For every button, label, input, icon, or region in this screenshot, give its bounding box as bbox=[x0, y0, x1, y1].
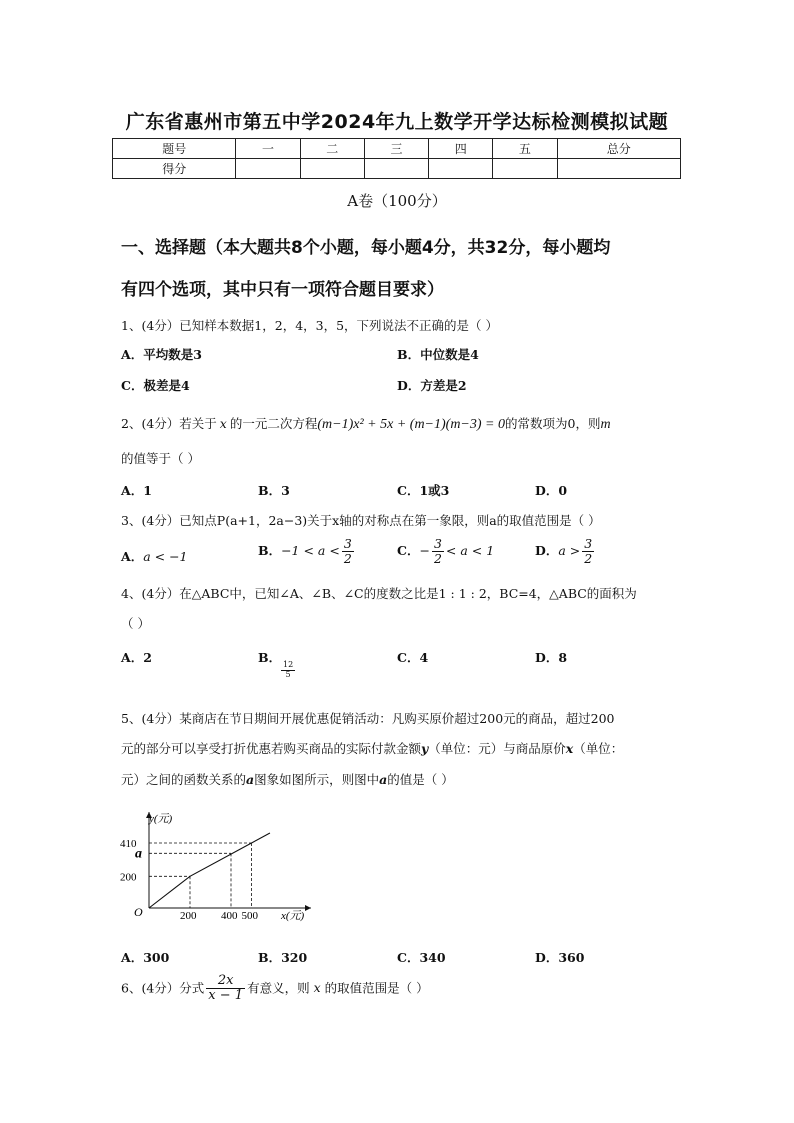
q1-option-c: C．极差是4 bbox=[121, 378, 190, 393]
question-3-stem: 3、(4分）已知点P(a+1，2a−3)关于x轴的对称点在第一象限，则a的取值范围是（ ） bbox=[121, 513, 601, 528]
section-heading-line2: 有四个选项，其中只有一项符合题目要求） bbox=[121, 280, 444, 300]
text: 图象如图所示，则图中 bbox=[254, 772, 380, 787]
q2-option-d: D．0 bbox=[535, 483, 568, 498]
table-cell bbox=[236, 159, 300, 179]
score-table bbox=[112, 138, 681, 179]
series-line-extension bbox=[252, 833, 270, 843]
table-cell bbox=[364, 159, 428, 179]
var-x: x bbox=[313, 980, 321, 996]
table-cell bbox=[300, 159, 364, 179]
q2-option-c: C．1或3 bbox=[397, 483, 450, 498]
var-a: a bbox=[246, 772, 255, 787]
fraction-denominator: 5 bbox=[285, 670, 291, 679]
q1-option-d: D．方差是2 bbox=[397, 378, 467, 393]
question-5-line1: 5、(4分）某商店在节日期间开展优惠促销活动：凡购买原价超过200元的商品，超过200 bbox=[121, 711, 615, 726]
q3-option-c-expr: < a < 1 bbox=[445, 542, 495, 558]
series-line bbox=[149, 843, 252, 908]
table-header-row bbox=[113, 139, 681, 159]
q4-option-a: A．2 bbox=[121, 650, 152, 665]
q5-option-b: B．320 bbox=[258, 950, 308, 965]
table-cell bbox=[429, 159, 493, 179]
section-heading-line1: 一、选择题（本大题共8个小题，每小题4分，共32分，每小题均 bbox=[121, 238, 611, 258]
fraction-numerator: 3 bbox=[584, 536, 593, 551]
q3-option-d-expr: a > bbox=[558, 542, 581, 558]
y-tick-label: a bbox=[135, 846, 142, 862]
q4-option-b-fraction bbox=[279, 660, 297, 680]
q2-option-b: B．3 bbox=[258, 483, 290, 498]
text: 元的部分可以享受打折优惠若购买商品的实际付款金额 bbox=[121, 741, 422, 756]
minus-sign: − bbox=[419, 542, 430, 558]
q4-option-c: C．4 bbox=[397, 650, 429, 665]
question-1-stem: 1、(4分）已知样本数据1，2，4，3，5，下列说法不正确的是（ ） bbox=[121, 318, 499, 333]
fraction-denominator: x − 1 bbox=[208, 988, 244, 1004]
fraction-numerator: 2x bbox=[206, 974, 245, 989]
option-letter: B． bbox=[258, 650, 282, 665]
table-cell: 五 bbox=[493, 139, 557, 159]
option-letter: A． bbox=[121, 549, 144, 564]
question-6-stem bbox=[121, 974, 429, 1004]
question-4-stem: 4、(4分）在△ABC中，已知∠A、∠B、∠C的度数之比是1 : 1 : 2，BC=4，△ABC的面积为 bbox=[121, 586, 637, 601]
table-cell: 三 bbox=[364, 139, 428, 159]
option-letter: D． bbox=[535, 542, 559, 558]
table-cell bbox=[557, 159, 680, 179]
question-5-line2 bbox=[121, 739, 623, 757]
var-y: y bbox=[421, 741, 429, 756]
q2-var-m: m bbox=[600, 417, 611, 432]
table-cell: 得分 bbox=[113, 159, 236, 179]
fraction bbox=[582, 537, 594, 566]
fraction bbox=[432, 537, 444, 566]
part-a-heading: A卷（100分） bbox=[347, 192, 447, 210]
fraction-numerator: 3 bbox=[343, 536, 352, 551]
table-cell: 四 bbox=[429, 139, 493, 159]
y-tick-label: 200 bbox=[120, 871, 137, 884]
x-tick-label: 200 bbox=[180, 910, 197, 922]
fraction bbox=[206, 974, 245, 1004]
question-2-stem bbox=[121, 414, 611, 433]
q3-option-b bbox=[258, 537, 356, 566]
table-cell: 二 bbox=[300, 139, 364, 159]
text: 的值是（ ） bbox=[387, 772, 454, 787]
q2-stem-a: 2、(4分）若关于 bbox=[121, 416, 217, 431]
q5-option-a: A．300 bbox=[121, 950, 170, 965]
option-letter: C． bbox=[397, 542, 420, 558]
table-cell: 一 bbox=[236, 139, 300, 159]
question-4-stem-continued: （ ） bbox=[121, 616, 150, 631]
fraction-denominator: 2 bbox=[343, 550, 352, 566]
q3-option-a bbox=[121, 547, 188, 565]
fraction-denominator: 2 bbox=[584, 550, 593, 566]
q1-option-b: B．中位数是4 bbox=[397, 347, 479, 362]
q4-option-b bbox=[258, 648, 281, 666]
q1-option-a: A．平均数是3 bbox=[121, 347, 202, 362]
var-a: a bbox=[379, 772, 388, 787]
q2-stem-b: 的一元二次方程 bbox=[229, 416, 318, 431]
y-axis-label: y(元) bbox=[149, 813, 173, 825]
table-row bbox=[113, 159, 681, 179]
option-letter: B． bbox=[258, 542, 282, 558]
text: 有意义，则 bbox=[247, 980, 310, 996]
x-tick-label: 400 bbox=[221, 910, 238, 922]
q2-var-x: x bbox=[219, 416, 227, 431]
y-tick-label: 410 bbox=[120, 838, 137, 851]
q5-option-c: C．340 bbox=[397, 950, 446, 965]
text: （单位： bbox=[573, 741, 624, 756]
q3-option-c bbox=[397, 537, 494, 566]
q5-option-d: D．360 bbox=[535, 950, 585, 965]
page-title: 广东省惠州市第五中学2024年九上数学开学达标检测模拟试题 bbox=[125, 111, 669, 133]
fraction-numerator: 3 bbox=[433, 536, 442, 551]
text: 的取值范围是（ ） bbox=[324, 980, 429, 996]
fraction-numerator: 12 bbox=[283, 660, 294, 670]
table-cell: 总分 bbox=[557, 139, 680, 159]
fraction bbox=[342, 537, 354, 566]
q2-option-a: A．1 bbox=[121, 483, 152, 498]
origin-label: O bbox=[134, 905, 143, 919]
table-cell: 题号 bbox=[113, 139, 236, 159]
q3-option-d bbox=[535, 537, 596, 566]
question-5-line3 bbox=[121, 770, 454, 788]
text: 元）之间的函数关系的 bbox=[121, 772, 247, 787]
x-axis-label: x(元) bbox=[281, 910, 305, 922]
q3-option-b-expr: −1 < a < bbox=[281, 542, 340, 558]
fraction bbox=[281, 661, 295, 680]
q4-option-d: D．8 bbox=[535, 650, 568, 665]
var-x: x bbox=[565, 741, 574, 756]
x-tick-label: 500 bbox=[241, 910, 258, 922]
q2-stem-c: 的常数项为0，则 bbox=[505, 416, 601, 431]
text: 6、(4分）分式 bbox=[121, 980, 205, 996]
function-graph bbox=[116, 808, 316, 930]
table-cell bbox=[493, 159, 557, 179]
question-2-stem-continued: 的值等于（ ） bbox=[121, 451, 200, 466]
text: （单位：元）与商品原价 bbox=[428, 741, 566, 756]
q2-equation: (m−1)x² + 5x + (m−1)(m−3) = 0 bbox=[317, 417, 505, 432]
fraction-denominator: 2 bbox=[433, 550, 442, 566]
q3-option-a-expr: a < −1 bbox=[143, 549, 188, 564]
